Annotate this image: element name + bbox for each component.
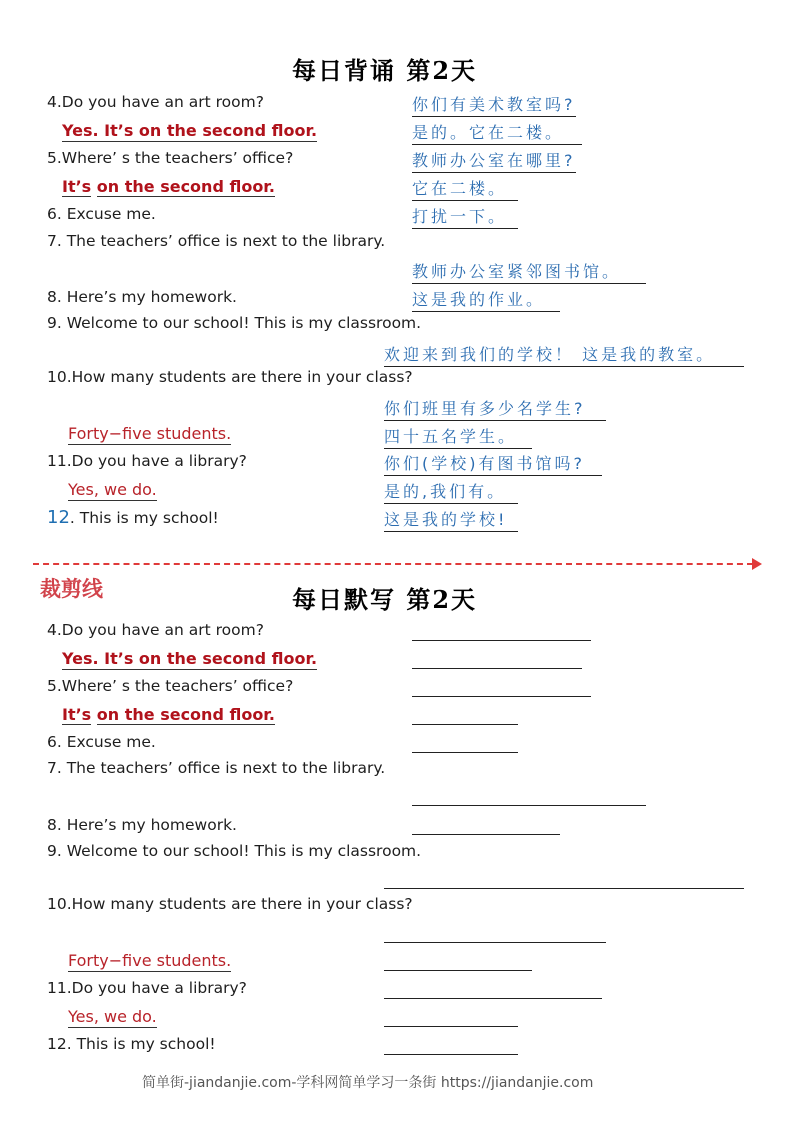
- dictation-question-8: 8. Here’s my homework.: [47, 816, 237, 834]
- dictation-answer-11: Yes, we do.: [68, 1007, 157, 1026]
- dictation-title: 每日默写 第2天: [292, 585, 478, 614]
- question-10: 10.How many students are there in your class?: [47, 368, 413, 386]
- answer-11: Yes, we do.: [68, 480, 157, 499]
- arrow-right-icon: [752, 558, 762, 570]
- question-8: 8. Here’s my homework.: [47, 288, 237, 306]
- answer-5-part-b: on the second floor.: [96, 177, 275, 196]
- translation-11: 你们(学校)有图书馆吗?: [384, 451, 602, 476]
- dictation-question-9: 9. Welcome to our school! This is my classroom.: [47, 842, 422, 860]
- translation-4: 你们有美术教室吗?: [412, 92, 576, 117]
- question-12-number: 12: [47, 507, 70, 528]
- question-4: 4.Do you have an art room?: [47, 93, 264, 111]
- translation-6: 打扰一下。: [412, 204, 518, 229]
- answer-5: [62, 177, 275, 196]
- blank-line-12[interactable]: [384, 1054, 518, 1055]
- translation-12: 这是我的学校!: [384, 507, 518, 532]
- blank-line-answer-5[interactable]: [412, 724, 518, 725]
- blank-line-6[interactable]: [412, 752, 518, 753]
- question-11: 11.Do you have a library?: [47, 452, 247, 470]
- cut-line-label: 裁剪线: [40, 576, 103, 601]
- translation-9: 欢迎来到我们的学校！ 这是我的教室。: [384, 342, 744, 367]
- question-6: 6. Excuse me.: [47, 205, 156, 223]
- translation-8: 这是我的作业。: [412, 287, 560, 312]
- blank-line-5[interactable]: [412, 696, 591, 697]
- dictation-question-11: 11.Do you have a library?: [47, 979, 247, 997]
- dictation-answer-5-part-b: on the second floor.: [96, 705, 275, 724]
- translation-10: 你们班里有多少名学生?: [384, 396, 606, 421]
- dictation-question-12: 12. This is my school!: [47, 1035, 216, 1053]
- blank-line-4[interactable]: [412, 640, 591, 641]
- dictation-question-10: 10.How many students are there in your class?: [47, 895, 413, 913]
- blank-line-answer-4[interactable]: [412, 668, 582, 669]
- translation-answer-10: 四十五名学生。: [384, 424, 532, 449]
- question-12: [47, 507, 219, 528]
- blank-line-9[interactable]: [384, 888, 744, 889]
- blank-line-8[interactable]: [412, 834, 560, 835]
- answer-5-part-a: It’s: [62, 177, 92, 196]
- blank-line-10[interactable]: [384, 942, 606, 943]
- blank-line-7[interactable]: [412, 805, 646, 806]
- blank-line-11[interactable]: [384, 998, 602, 999]
- question-12-text: . This is my school!: [69, 509, 219, 527]
- dictation-answer-5-part-a: It’s: [62, 705, 92, 724]
- translation-5: 教师办公室在哪里?: [412, 148, 576, 173]
- blank-line-answer-10[interactable]: [384, 970, 532, 971]
- dictation-question-4: 4.Do you have an art room?: [47, 621, 264, 639]
- dictation-question-6: 6. Excuse me.: [47, 733, 156, 751]
- dictation-question-5: 5.Where’ s the teachers’ office?: [47, 677, 294, 695]
- question-9: 9. Welcome to our school! This is my classroom.: [47, 314, 422, 332]
- question-7: 7. The teachers’ office is next to the library.: [47, 232, 386, 250]
- cut-line: [33, 563, 753, 565]
- dictation-answer-10: Forty−five students.: [68, 951, 232, 970]
- translation-7: 教师办公室紧邻图书馆。: [412, 259, 646, 284]
- answer-4: Yes. It’s on the second floor.: [62, 121, 318, 140]
- blank-line-answer-11[interactable]: [384, 1026, 518, 1027]
- translation-answer-4: 是的。它在二楼。: [412, 120, 582, 145]
- recite-title: 每日背诵 第2天: [292, 56, 478, 85]
- translation-answer-5: 它在二楼。: [412, 176, 518, 201]
- question-5: 5.Where’ s the teachers’ office?: [47, 149, 294, 167]
- dictation-question-7: 7. The teachers’ office is next to the library.: [47, 759, 386, 777]
- dictation-answer-5: [62, 705, 275, 724]
- footer-watermark: 简单街-jiandanjie.com-学科网简单学习一条街 https://jiandanjie.com: [142, 1075, 594, 1091]
- translation-answer-11: 是的,我们有。: [384, 479, 518, 504]
- answer-10: Forty−five students.: [68, 424, 232, 443]
- dictation-answer-4: Yes. It’s on the second floor.: [62, 649, 318, 668]
